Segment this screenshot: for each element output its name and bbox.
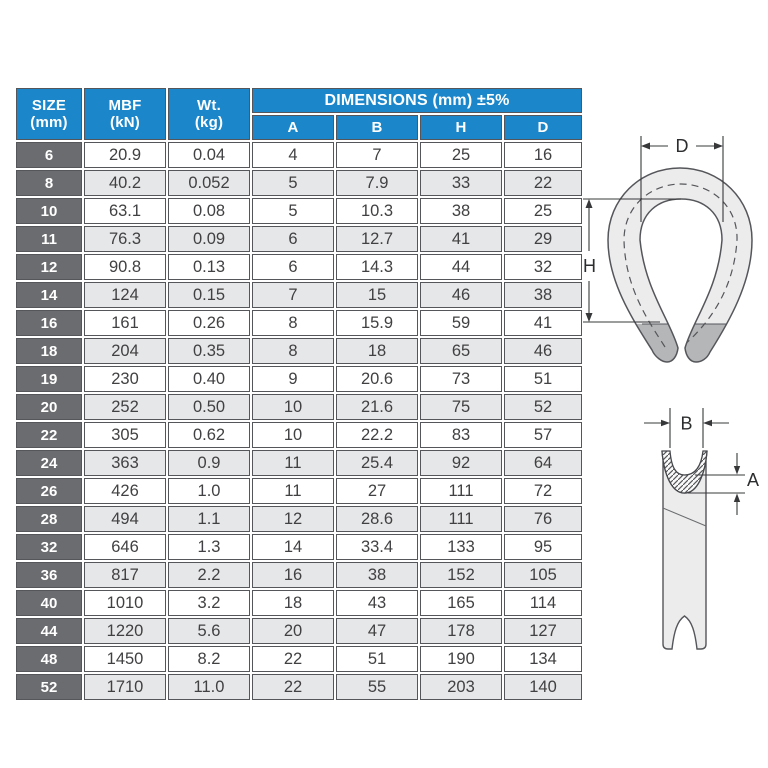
cell-dim-d: 114 (504, 590, 582, 616)
cell-dim-b: 7.9 (336, 170, 418, 196)
table-row (16, 646, 582, 672)
table-row (16, 310, 582, 336)
header-size-line2: (mm) (30, 114, 68, 131)
cell-wt-kg: 8.2 (168, 646, 250, 672)
cell-wt-kg: 0.62 (168, 422, 250, 448)
table-row (16, 226, 582, 252)
cell-dim-d: 105 (504, 562, 582, 588)
cell-dim-b: 51 (336, 646, 418, 672)
thimble-spec-table (14, 86, 584, 702)
cell-dim-d: 46 (504, 338, 582, 364)
dim-label-a: A (746, 470, 760, 490)
table-header (16, 88, 582, 140)
cell-dim-d: 127 (504, 618, 582, 644)
subheader-a: A (252, 115, 334, 140)
cell-size-mm: 32 (16, 534, 82, 560)
thimble-section-view-diagram (613, 395, 768, 680)
cell-dim-h: 203 (420, 674, 502, 700)
cell-dim-a: 6 (252, 226, 334, 252)
thimble-leg-tips (630, 324, 738, 369)
table-row (16, 338, 582, 364)
cell-dim-a: 6 (252, 254, 334, 280)
cell-dim-h: 165 (420, 590, 502, 616)
cell-dim-h: 33 (420, 170, 502, 196)
cell-dim-d: 32 (504, 254, 582, 280)
cell-wt-kg: 5.6 (168, 618, 250, 644)
cell-size-mm: 19 (16, 366, 82, 392)
cell-size-mm: 52 (16, 674, 82, 700)
cell-dim-a: 10 (252, 394, 334, 420)
cell-dim-b: 25.4 (336, 450, 418, 476)
cell-wt-kg: 2.2 (168, 562, 250, 588)
cell-wt-kg: 1.1 (168, 506, 250, 532)
cell-size-mm: 24 (16, 450, 82, 476)
cell-size-mm: 11 (16, 226, 82, 252)
cell-dim-a: 10 (252, 422, 334, 448)
cell-dim-a: 11 (252, 478, 334, 504)
cell-wt-kg: 1.3 (168, 534, 250, 560)
cell-mbf-kn: 252 (84, 394, 166, 420)
cell-dim-b: 15.9 (336, 310, 418, 336)
cell-dim-a: 8 (252, 310, 334, 336)
cell-dim-h: 178 (420, 618, 502, 644)
cell-dim-a: 5 (252, 198, 334, 224)
cell-dim-b: 15 (336, 282, 418, 308)
header-size-line1: SIZE (31, 97, 67, 114)
cell-dim-b: 20.6 (336, 366, 418, 392)
cell-dim-b: 27 (336, 478, 418, 504)
cell-dim-h: 111 (420, 506, 502, 532)
cell-mbf-kn: 1710 (84, 674, 166, 700)
cell-dim-a: 16 (252, 562, 334, 588)
cell-size-mm: 10 (16, 198, 82, 224)
cell-dim-d: 25 (504, 198, 582, 224)
cell-wt-kg: 0.08 (168, 198, 250, 224)
header-dimensions: DIMENSIONS (mm) ±5% (252, 88, 582, 113)
table-row (16, 450, 582, 476)
cell-dim-b: 18 (336, 338, 418, 364)
cell-wt-kg: 0.26 (168, 310, 250, 336)
cell-dim-b: 33.4 (336, 534, 418, 560)
cell-dim-h: 111 (420, 478, 502, 504)
cell-dim-a: 9 (252, 366, 334, 392)
header-mbf-line1: MBF (108, 97, 142, 114)
table-row (16, 478, 582, 504)
cell-wt-kg: 0.052 (168, 170, 250, 196)
cell-dim-d: 140 (504, 674, 582, 700)
cell-dim-a: 14 (252, 534, 334, 560)
cell-dim-h: 152 (420, 562, 502, 588)
cell-mbf-kn: 230 (84, 366, 166, 392)
header-wt-line1: Wt. (197, 97, 221, 114)
cell-wt-kg: 0.15 (168, 282, 250, 308)
cell-size-mm: 26 (16, 478, 82, 504)
cell-dim-b: 7 (336, 142, 418, 168)
subheader-b: B (336, 115, 418, 140)
dim-label-b: B (680, 413, 693, 434)
cell-mbf-kn: 363 (84, 450, 166, 476)
cell-dim-b: 12.7 (336, 226, 418, 252)
table-row (16, 170, 582, 196)
table-row (16, 422, 582, 448)
cell-dim-a: 22 (252, 674, 334, 700)
cell-dim-d: 72 (504, 478, 582, 504)
cell-dim-h: 92 (420, 450, 502, 476)
cell-mbf-kn: 1220 (84, 618, 166, 644)
cell-mbf-kn: 204 (84, 338, 166, 364)
cell-dim-h: 38 (420, 198, 502, 224)
cell-mbf-kn: 20.9 (84, 142, 166, 168)
cell-dim-b: 14.3 (336, 254, 418, 280)
cell-mbf-kn: 1010 (84, 590, 166, 616)
cell-mbf-kn: 646 (84, 534, 166, 560)
cell-dim-b: 38 (336, 562, 418, 588)
table-row (16, 282, 582, 308)
cell-dim-b: 55 (336, 674, 418, 700)
dim-label-h: H (583, 256, 596, 276)
dim-label-d: D (675, 136, 689, 156)
cell-dim-a: 20 (252, 618, 334, 644)
cell-dim-h: 46 (420, 282, 502, 308)
cell-size-mm: 36 (16, 562, 82, 588)
cell-size-mm: 6 (16, 142, 82, 168)
subheader-d: D (504, 115, 582, 140)
cell-dim-a: 7 (252, 282, 334, 308)
cell-dim-a: 4 (252, 142, 334, 168)
cell-mbf-kn: 1450 (84, 646, 166, 672)
cell-mbf-kn: 426 (84, 478, 166, 504)
header-mbf (84, 88, 166, 140)
cell-mbf-kn: 305 (84, 422, 166, 448)
cell-size-mm: 12 (16, 254, 82, 280)
cell-dim-h: 41 (420, 226, 502, 252)
cell-dim-b: 22.2 (336, 422, 418, 448)
cell-dim-h: 44 (420, 254, 502, 280)
cell-size-mm: 18 (16, 338, 82, 364)
cell-wt-kg: 1.0 (168, 478, 250, 504)
cell-dim-d: 41 (504, 310, 582, 336)
cell-mbf-kn: 494 (84, 506, 166, 532)
table-body (16, 142, 582, 700)
table-row (16, 674, 582, 700)
cell-dim-h: 133 (420, 534, 502, 560)
cell-dim-b: 10.3 (336, 198, 418, 224)
cell-wt-kg: 0.13 (168, 254, 250, 280)
cell-dim-d: 22 (504, 170, 582, 196)
cell-dim-a: 18 (252, 590, 334, 616)
header-wt (168, 88, 250, 140)
cell-mbf-kn: 90.8 (84, 254, 166, 280)
cell-size-mm: 44 (16, 618, 82, 644)
table-row (16, 394, 582, 420)
cell-size-mm: 20 (16, 394, 82, 420)
cell-mbf-kn: 161 (84, 310, 166, 336)
cell-dim-b: 21.6 (336, 394, 418, 420)
cell-wt-kg: 0.50 (168, 394, 250, 420)
cell-dim-b: 28.6 (336, 506, 418, 532)
cell-dim-d: 38 (504, 282, 582, 308)
thimble-body (608, 168, 752, 362)
cell-size-mm: 28 (16, 506, 82, 532)
cell-wt-kg: 0.9 (168, 450, 250, 476)
cell-dim-h: 73 (420, 366, 502, 392)
table-row (16, 142, 582, 168)
table-row (16, 366, 582, 392)
cell-size-mm: 22 (16, 422, 82, 448)
table-row (16, 562, 582, 588)
cell-wt-kg: 0.09 (168, 226, 250, 252)
subheader-h: H (420, 115, 502, 140)
cell-wt-kg: 0.04 (168, 142, 250, 168)
cell-dim-h: 190 (420, 646, 502, 672)
cell-mbf-kn: 76.3 (84, 226, 166, 252)
cell-dim-a: 8 (252, 338, 334, 364)
cell-size-mm: 48 (16, 646, 82, 672)
header-wt-line2: (kg) (194, 114, 224, 131)
cell-mbf-kn: 817 (84, 562, 166, 588)
cell-size-mm: 14 (16, 282, 82, 308)
table-row (16, 506, 582, 532)
cell-dim-a: 5 (252, 170, 334, 196)
cell-dim-h: 25 (420, 142, 502, 168)
cell-size-mm: 8 (16, 170, 82, 196)
cell-dim-a: 11 (252, 450, 334, 476)
cell-dim-b: 47 (336, 618, 418, 644)
cell-dim-h: 59 (420, 310, 502, 336)
cell-mbf-kn: 63.1 (84, 198, 166, 224)
table-row (16, 198, 582, 224)
cell-wt-kg: 0.40 (168, 366, 250, 392)
cell-wt-kg: 11.0 (168, 674, 250, 700)
cell-dim-b: 43 (336, 590, 418, 616)
cell-dim-h: 75 (420, 394, 502, 420)
cell-dim-a: 12 (252, 506, 334, 532)
cell-dim-a: 22 (252, 646, 334, 672)
cell-wt-kg: 3.2 (168, 590, 250, 616)
cell-dim-d: 76 (504, 506, 582, 532)
cell-dim-d: 51 (504, 366, 582, 392)
cell-dim-d: 52 (504, 394, 582, 420)
table-row (16, 254, 582, 280)
header-mbf-line2: (kN) (110, 114, 140, 131)
thimble-front-view-diagram (578, 100, 768, 387)
cell-dim-h: 83 (420, 422, 502, 448)
cell-mbf-kn: 40.2 (84, 170, 166, 196)
cell-dim-d: 95 (504, 534, 582, 560)
cell-dim-d: 57 (504, 422, 582, 448)
cell-mbf-kn: 124 (84, 282, 166, 308)
cell-dim-d: 16 (504, 142, 582, 168)
cell-dim-d: 29 (504, 226, 582, 252)
cell-wt-kg: 0.35 (168, 338, 250, 364)
cell-dim-d: 64 (504, 450, 582, 476)
cell-size-mm: 16 (16, 310, 82, 336)
table-row (16, 590, 582, 616)
table-row (16, 534, 582, 560)
table-row (16, 618, 582, 644)
cell-dim-h: 65 (420, 338, 502, 364)
cell-dim-d: 134 (504, 646, 582, 672)
header-size (16, 88, 82, 140)
cell-size-mm: 40 (16, 590, 82, 616)
